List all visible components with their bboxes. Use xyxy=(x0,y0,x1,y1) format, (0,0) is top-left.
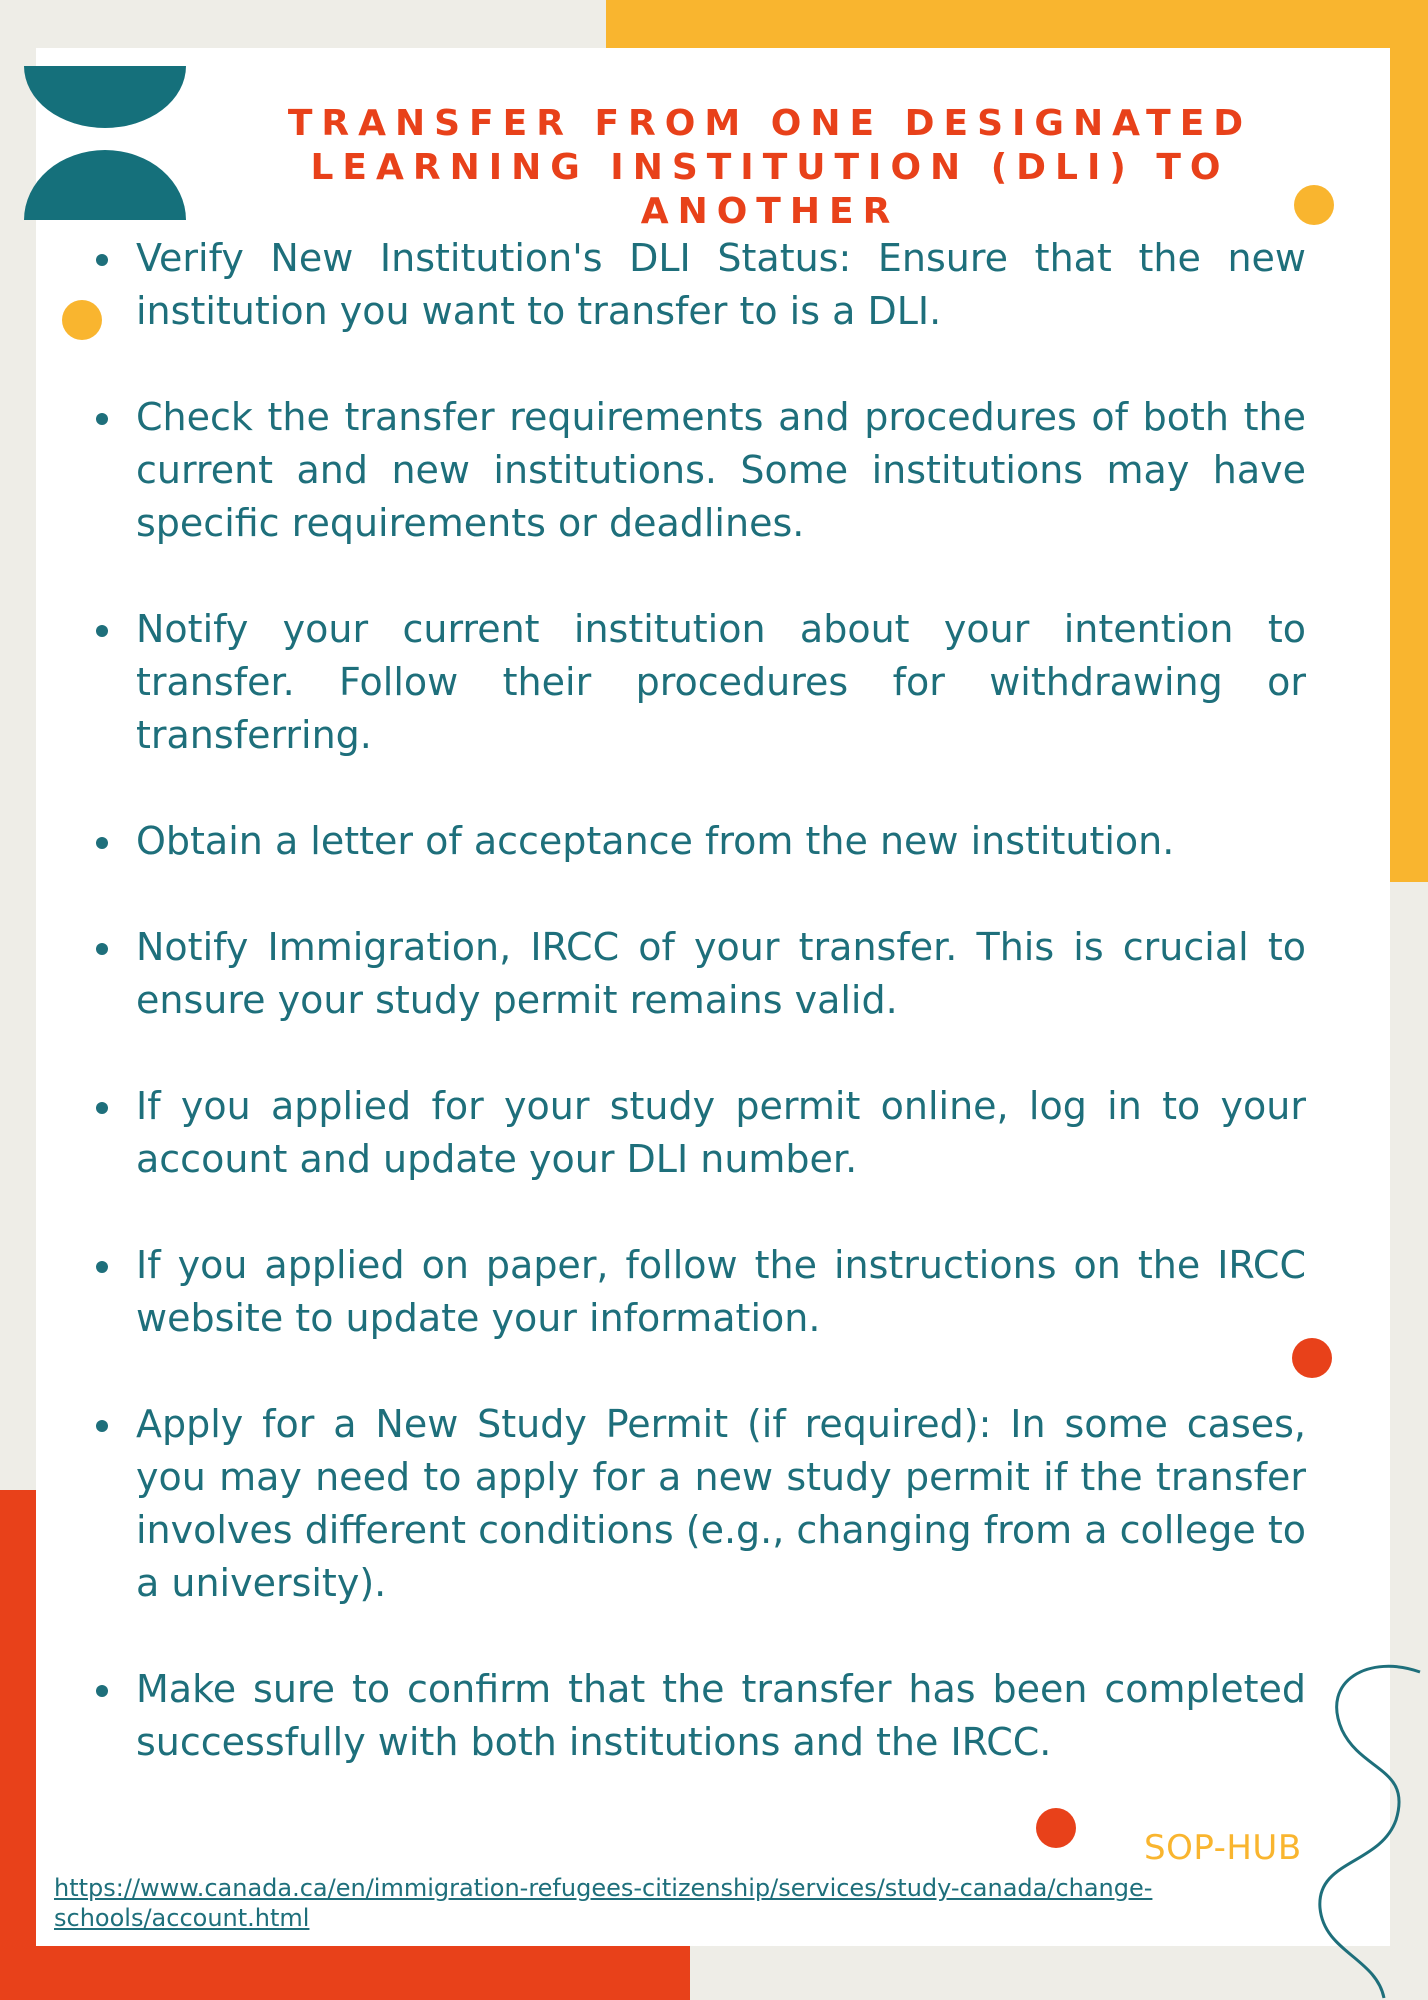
title-line-2: LEARNING INSTITUTION (DLI) TO ANOTHER xyxy=(310,147,1230,232)
list-item: Obtain a letter of acceptance from the new institution. xyxy=(96,815,1306,868)
brand-label: SOP-HUB xyxy=(1144,1828,1302,1868)
list-item: Check the transfer requirements and procedures of both the current and new institutions. Some institutions may have specific requirements or deadlines. xyxy=(96,391,1306,550)
list-item: If you applied on paper, follow the instructions on the IRCC website to update your information. xyxy=(96,1239,1306,1345)
list-item: Make sure to confirm that the transfer has been completed successfully with both institutions and the IRCC. xyxy=(96,1663,1306,1769)
orange-dot-decoration xyxy=(1292,1338,1332,1378)
title-line-1: TRANSFER FROM ONE DESIGNATED xyxy=(287,103,1253,144)
steps-list xyxy=(96,232,1306,1822)
list-item: Verify New Institution's DLI Status: Ensure that the new institution you want to transfer to is a DLI. xyxy=(96,232,1306,338)
list-item: If you applied for your study permit online, log in to your account and update your DLI number. xyxy=(96,1080,1306,1186)
yellow-dot-decoration xyxy=(1294,185,1334,225)
squiggle-line-decoration xyxy=(1280,1660,1428,2000)
yellow-dot-decoration xyxy=(62,300,102,340)
teal-half-circles-decoration xyxy=(24,66,186,220)
source-link[interactable]: https://www.canada.ca/en/immigration-refugees-citizenship/services/study-canada/change-schools/account.html xyxy=(54,1874,1153,1932)
orange-dot-decoration xyxy=(1036,1808,1076,1848)
list-item: Notify Immigration, IRCC of your transfer. This is crucial to ensure your study permit remains valid. xyxy=(96,921,1306,1027)
page-title xyxy=(190,102,1350,234)
list-item: Notify your current institution about your intention to transfer. Follow their procedures for withdrawing or transferring. xyxy=(96,603,1306,762)
list-item: Apply for a New Study Permit (if required): In some cases, you may need to apply for a new study permit if the transfer involves different conditions (e.g., changing from a college to a university). xyxy=(96,1398,1306,1610)
